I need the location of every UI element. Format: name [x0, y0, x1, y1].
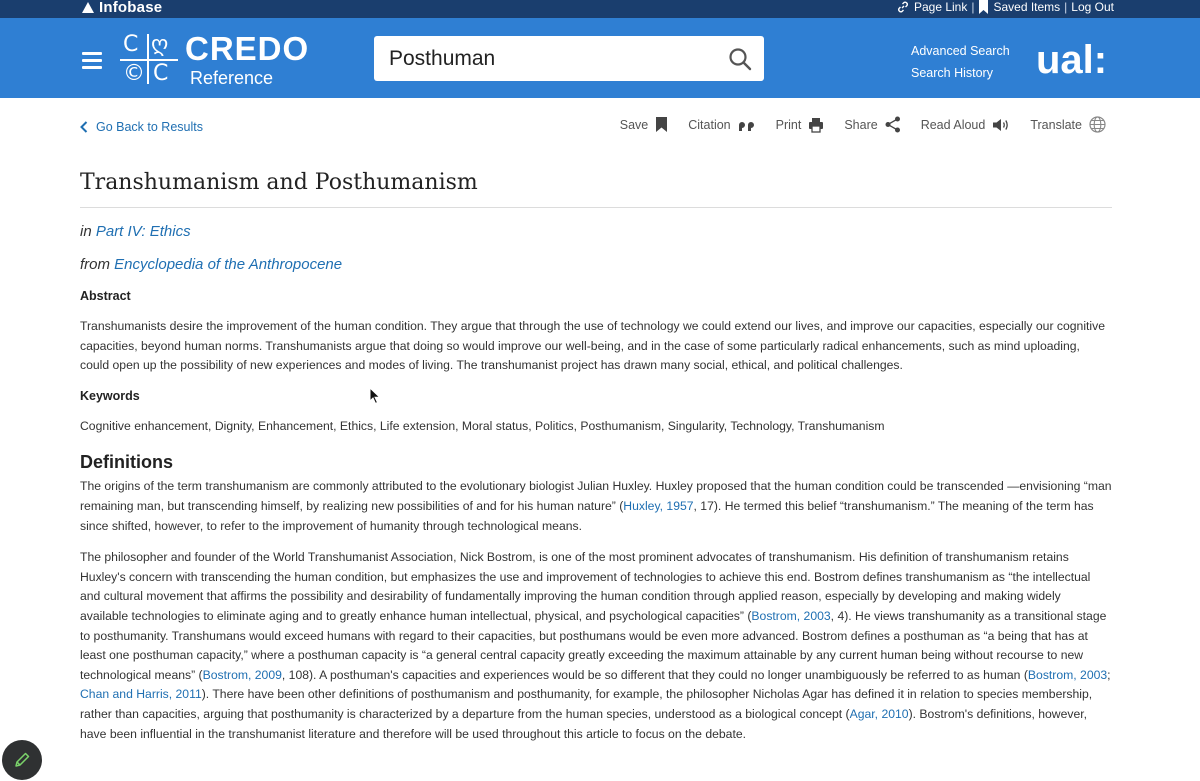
save-button[interactable]: [620, 116, 669, 133]
separator: |: [971, 0, 975, 14]
p2-text: ). Bostrom's definitions, however, have been influential in the transhumanist literature and therefore will be used throughout this article to focus on the debate.: [80, 706, 1088, 741]
share-icon: [885, 116, 901, 133]
search-box: [374, 36, 764, 81]
read-aloud-label: Read Aloud: [920, 117, 986, 132]
citation-link[interactable]: Huxley, 1957: [623, 498, 694, 513]
mouse-cursor-icon: [369, 387, 381, 405]
citation-label: Citation: [688, 117, 731, 132]
infobase-brand[interactable]: [82, 0, 162, 16]
keywords-label: Keywords: [80, 388, 140, 403]
article: [80, 160, 1112, 744]
paragraph-2: [80, 548, 1112, 744]
search-icon[interactable]: [728, 47, 752, 71]
separator: |: [1064, 0, 1068, 14]
search-history-link[interactable]: Search History: [911, 66, 993, 80]
print-button[interactable]: [776, 117, 825, 133]
share-label: Share: [844, 117, 878, 132]
edit-button[interactable]: [2, 740, 42, 780]
link-icon: [896, 0, 910, 14]
saved-bookmark-icon: [978, 0, 989, 14]
reference-wordmark: Reference: [190, 68, 274, 88]
bookmark-icon: [655, 116, 668, 133]
credo-logo[interactable]: [120, 32, 330, 88]
share-button[interactable]: [844, 116, 900, 133]
in-prefix: in: [80, 223, 96, 240]
top-bar: [0, 0, 1200, 18]
read-aloud-button[interactable]: [921, 118, 1011, 132]
citation-link[interactable]: Bostrom, 2003: [751, 608, 831, 623]
keywords-text: Cognitive enhancement, Dignity, Enhancement, Ethics, Life extension, Moral status, Politics, Posthumanism, Singularity, Technology, Transhumanism: [80, 418, 885, 433]
abstract-label: Abstract: [80, 289, 131, 303]
chevron-left-icon: [80, 121, 88, 133]
search-input[interactable]: [374, 36, 714, 81]
article-actions: [620, 116, 1106, 133]
p2-text: ;: [1107, 667, 1111, 682]
p2-text: The philosopher and founder of the World Transhumanist Association, Nick Bostrom, is one of the most prominent advocates of transhumanism. His definition of transhumanism retains Huxley's concern with transcending the human condition, but emphasizes the use and improvement of technologies to achieve this end. Bostrom defines transhumanism as “the intellectual and cultural movement that affirms the possibility and desirability of fundamentally improving the human condition through applied reason, especially by developing and making widely available technologies to eliminate aging and to greatly enhance human intellectual, physical, and psychological capacities” (: [80, 550, 1091, 623]
p1-text: The origins of the term transhumanism are commonly attributed to the evolutionary biologist Julian Huxley. Huxley proposed that the human condition could be transcended —envisioning “man remaining man, but transcending himself, by realizing new possibilities of and for his human nature” (: [80, 479, 1112, 513]
paragraph-1: [80, 477, 1112, 536]
go-back-label: Go Back to Results: [96, 120, 203, 134]
header: [0, 18, 1200, 98]
page-link[interactable]: Page Link: [913, 0, 968, 14]
abstract-text: Transhumanists desire the improvement of the human condition. They argue that through the use of technology we could extend our lives, and improve our capacities, especially our cognitive capacities, beyond human norms. Transhumanists argue that doing so would improve our well-being, and in the case of some particularly radical enhancements, such as mind uploading, could open up the possibility of new experiences and modes of living. The transhumanist project has drawn many social, ethical, and political challenges.: [80, 319, 1106, 373]
p1-text: , 17). He termed this belief “transhumanism.” The meaning of the term has since shifted, however, to refer to the improvement of humanity through technological means.: [80, 498, 1094, 533]
source-line: [80, 256, 1112, 273]
search-links: [911, 40, 1010, 84]
printer-icon: [808, 117, 824, 133]
from-prefix: from: [80, 256, 115, 273]
p2-text: , 4). He views transhumanity as a transitional stage to posthumanity. Transhumans would exceed humans with regard to their capacities, but posthumans would be even more advanced. Bostrom defines a posthuman as “a being that has at least one posthuman capacity,” where a posthuman capacity is “a general central capacity greatly exceeding the maximum attainable by any current human being without recourse to new technological means” (: [80, 608, 1107, 682]
institution-logo[interactable]: ual:: [1036, 38, 1108, 82]
advanced-search-link[interactable]: Advanced Search: [911, 44, 1010, 58]
go-back-to-results-link[interactable]: [80, 120, 203, 134]
citation-button[interactable]: [688, 118, 755, 132]
print-label: Print: [775, 117, 802, 132]
part-link[interactable]: Part IV: Ethics: [95, 223, 191, 240]
citation-link[interactable]: Bostrom, 2003: [1027, 667, 1108, 682]
citation-link[interactable]: Bostrom, 2009: [202, 667, 282, 682]
pencil-icon: [13, 751, 31, 769]
globe-icon: [1089, 116, 1106, 133]
speaker-icon: [992, 118, 1010, 132]
save-label: Save: [619, 117, 649, 132]
credo-wordmark: CREDO: [185, 30, 310, 67]
article-title: Transhumanism and Posthumanism: [80, 160, 1112, 208]
translate-button[interactable]: [1030, 116, 1106, 133]
definitions-heading: Definitions: [80, 452, 173, 473]
log-out-link[interactable]: Log Out: [1071, 0, 1114, 14]
quote-icon: [738, 119, 756, 131]
p2-text: ). There have been other definitions of posthumanism and posthumanity, for example, the philosopher Nicholas Agar has defined it in relation to species membership, rather than capacities, arguing that posthumanity is characterized by a departure from the human species, understood as a biological concept (: [80, 687, 1093, 721]
part-line: [80, 223, 1112, 240]
citation-link[interactable]: Agar, 2010: [849, 706, 909, 721]
saved-items-link[interactable]: Saved Items: [993, 0, 1061, 14]
translate-label: Translate: [1030, 117, 1082, 132]
p2-text: , 108). A posthuman's capacities and experiences would be so different that they could no longer unambiguously be referred to as human (: [281, 667, 1028, 682]
credo-logo-mark-icon: C ღ © C: [120, 32, 178, 88]
top-links: [896, 0, 1114, 14]
encyclopedia-link[interactable]: Encyclopedia of the Anthropocene: [114, 256, 343, 273]
hamburger-menu-icon[interactable]: [82, 52, 102, 68]
infobase-logo-icon: [82, 2, 94, 13]
infobase-brand-label: Infobase: [99, 0, 163, 16]
citation-link[interactable]: Chan and Harris, 2011: [80, 687, 202, 702]
